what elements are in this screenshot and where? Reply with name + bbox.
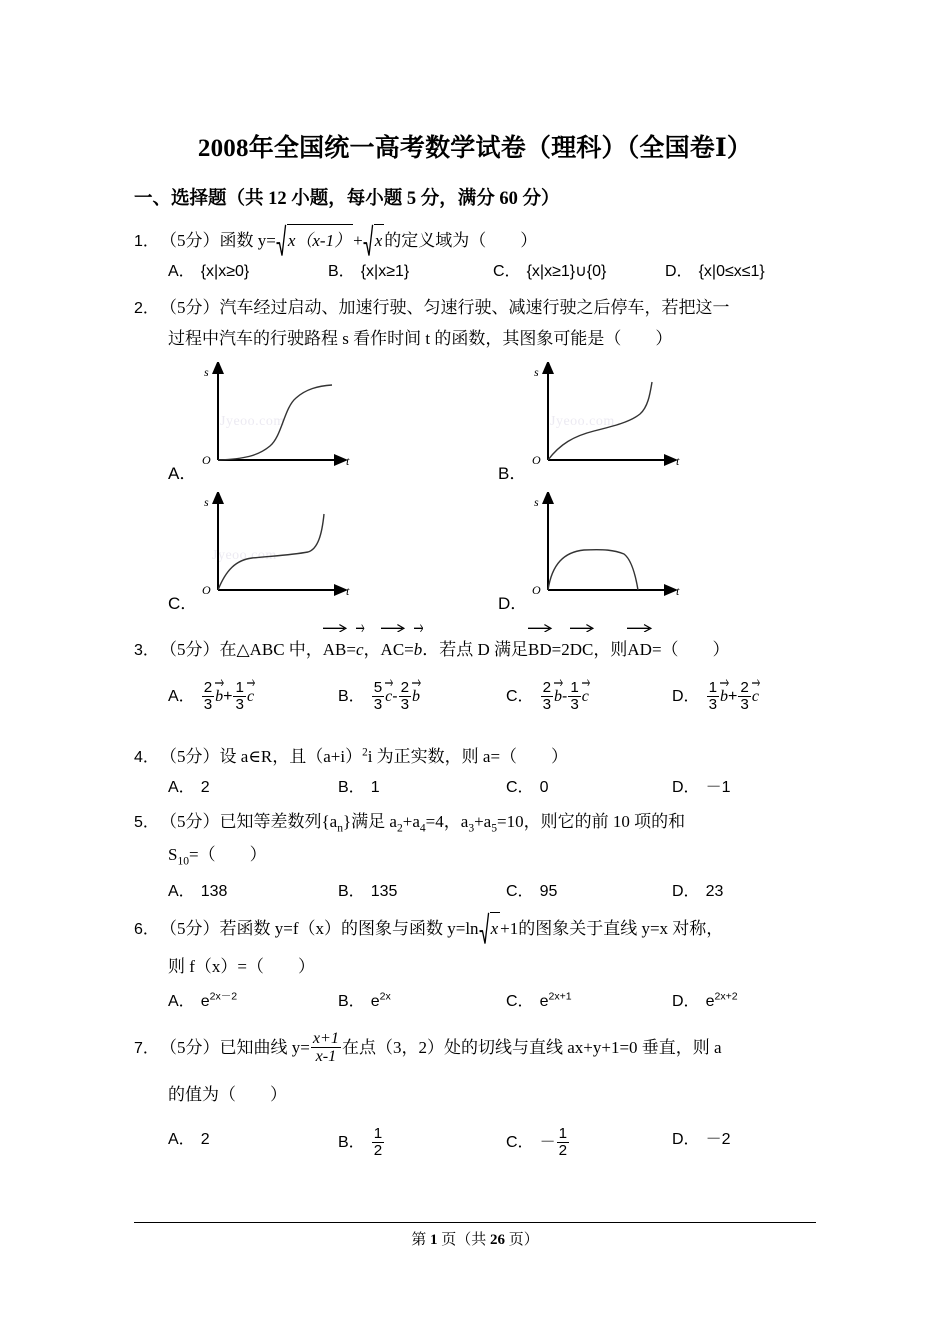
figure-option-b[interactable] xyxy=(490,360,850,490)
question-3-stem-a: 在△ABC 中， xyxy=(219,640,323,659)
svg-text:t: t xyxy=(676,584,680,598)
vector-ab: AB xyxy=(323,634,347,666)
question-1 xyxy=(134,224,834,258)
svg-text:s: s xyxy=(534,495,539,509)
vector-arrow-icon xyxy=(752,678,760,686)
vector-symbol: b xyxy=(720,688,728,706)
vector-arrow-icon xyxy=(627,623,653,632)
fraction: $\frac{2}{3}$ xyxy=(740,679,749,714)
option-4-d[interactable]: D． －1 xyxy=(672,779,731,796)
watermark: Jyeoo.com xyxy=(220,414,285,429)
question-7: 7．（5分）已知曲线 y= $\frac{x+1}{x-1}$ 在点（3，2）处的切线与直线 ax+y+1=0 垂直，则 a xyxy=(134,1030,722,1066)
vector-arrow-icon xyxy=(356,623,365,632)
figure-b-label: B． xyxy=(498,464,527,483)
svg-text:s: s xyxy=(204,495,209,509)
figure-b-graph xyxy=(526,362,726,482)
option-1-b[interactable]: B． {x|x≥1} xyxy=(328,263,410,280)
question-3-score: （5分） xyxy=(160,640,220,659)
figure-c-label: C． xyxy=(168,594,198,613)
option-6-b[interactable]: B． $e^{2x}$ xyxy=(338,990,391,1010)
question-7-score: （5分） xyxy=(160,1037,220,1057)
question-4-stem-post: i 为正实数，则 a=（ ） xyxy=(367,746,569,766)
fraction: $\frac{5}{3}$ xyxy=(373,679,383,714)
question-6: 6．（5分）若函数 y=f（x）的图象与函数 y=ln x +1的图象关于直线 y=x 对称， xyxy=(134,912,834,946)
page-footer: 第 1 页（共 26 页） xyxy=(411,1232,539,1248)
option-5-c[interactable]: C． 95 xyxy=(506,883,558,900)
vector-arrow-icon xyxy=(381,623,406,632)
vector-arrow-icon xyxy=(528,623,553,632)
question-2-figure-row-1 xyxy=(0,360,950,490)
figure-option-c[interactable] xyxy=(160,490,520,620)
fraction: $\frac{1}{2}$ xyxy=(373,1125,383,1160)
vector-arrow-icon xyxy=(570,623,595,632)
question-2-score: （5分） xyxy=(160,298,220,317)
question-6-score: （5分） xyxy=(160,919,220,938)
svg-text:t: t xyxy=(676,454,680,468)
question-7-number: 7． xyxy=(134,1039,159,1057)
option-6-a[interactable]: A． $e^{2x-2}$ xyxy=(168,990,238,1010)
vector-ad: AD xyxy=(627,634,652,666)
question-7-line2: 的值为（ ） xyxy=(168,1085,287,1104)
section-heading: 一、选择题（共 12 小题，每小题 5 分，满分 60 分） xyxy=(134,189,560,209)
question-3: 3．（5分）在△ABC 中， AB= c， AC= b．若点 D 满足 BD=2 DC，则 AD=（ ） xyxy=(134,634,834,667)
watermark: Jyeoo.com xyxy=(550,414,615,429)
question-5: 5．（5分）已知等差数列$\{a_n\}$满足 $a_2+a_4=4$，$a_3+a_5=10$，则它的前 10 项的和 xyxy=(134,806,834,844)
option-3-b[interactable]: B． $\frac{5}{3}$ c- $\frac{2}{3}$ b xyxy=(338,679,421,714)
vector-symbol: c xyxy=(752,688,759,706)
question-2-line1: 汽车经过启动、加速行驶、匀速行驶、减速行驶之后停车，若把这一 xyxy=(219,298,730,317)
fraction: $\frac{1}{3}$ xyxy=(708,679,718,714)
option-3-c[interactable]: C． $\frac{2}{3}$ b- $\frac{1}{3}$ c xyxy=(506,679,589,714)
option-6-d[interactable]: D． $e^{2x+2}$ xyxy=(672,990,738,1010)
question-1-score: （5分） xyxy=(160,231,220,250)
vector-arrow-icon xyxy=(720,678,729,686)
question-3-number: 3． xyxy=(134,642,159,659)
option-5-a[interactable]: A． 138 xyxy=(168,883,228,900)
figure-a-label: A． xyxy=(168,464,197,483)
vector-c: c xyxy=(356,634,364,666)
question-2-line2: 过程中汽车的行驶路程 s 看作时间 t 的函数，其图象可能是（ ） xyxy=(168,329,673,348)
question-6-number: 6． xyxy=(134,921,159,938)
vector-arrow-icon xyxy=(582,678,590,686)
vector-dc: DC xyxy=(570,634,594,666)
svg-text:s: s xyxy=(534,365,539,379)
figure-d-graph xyxy=(526,492,726,612)
radicand-1: x（x-1） xyxy=(287,224,353,257)
figure-option-a[interactable] xyxy=(160,360,520,490)
question-5-number: 5． xyxy=(134,814,159,831)
option-7-b[interactable]: B． $\frac{1}{2}$ xyxy=(338,1125,383,1160)
question-2 xyxy=(134,292,834,325)
question-4-number: 4． xyxy=(134,748,159,766)
vector-arrow-icon xyxy=(323,623,348,632)
sqrt-group xyxy=(276,224,353,257)
option-7-c[interactable]: C． － $\frac{1}{2}$ xyxy=(506,1125,568,1160)
radical-sign-icon xyxy=(276,223,287,257)
question-4 xyxy=(134,736,834,774)
fraction: $\frac{2}{3}$ xyxy=(203,679,213,714)
svg-text:O: O xyxy=(532,453,541,467)
vector-symbol: c xyxy=(247,688,254,706)
plus-sign: + xyxy=(353,231,363,250)
svg-text:t: t xyxy=(346,584,350,598)
question-1-number: 1． xyxy=(134,233,159,250)
question-5-line2: $S_{10}=$（ ） xyxy=(168,845,267,868)
fraction: $\frac{1}{2}$ xyxy=(558,1125,568,1160)
watermark: Jyeoo.com xyxy=(212,548,277,563)
question-2-number: 2． xyxy=(134,300,159,317)
option-4-a[interactable]: A． 2 xyxy=(168,779,210,796)
sqrt-group-2 xyxy=(363,224,385,257)
footer-divider xyxy=(134,1222,816,1223)
fraction: $\frac{x+1}{x-1}$ xyxy=(312,1030,339,1066)
svg-text:s: s xyxy=(204,365,209,379)
option-7-d[interactable]: D． －2 xyxy=(672,1131,731,1148)
radical-sign-icon xyxy=(363,223,374,257)
vector-symbol: b xyxy=(412,688,420,706)
vector-ac: AC xyxy=(381,634,405,666)
option-7-a[interactable]: A． 2 xyxy=(168,1131,210,1148)
question-4-stem-pre: 设 a∈R，且（a+i） xyxy=(219,746,363,766)
svg-text:O: O xyxy=(202,583,211,597)
option-1-d[interactable]: D． {x|0≤x≤1} xyxy=(665,263,765,280)
sqrt-group: x xyxy=(479,912,501,945)
option-1-c[interactable]: C． {x|x≥1}∪{0} xyxy=(493,263,607,280)
option-6-c[interactable]: C． $e^{2x+1}$ xyxy=(506,990,572,1010)
question-2-figure-row-2 xyxy=(0,490,950,620)
question-1-stem-post: 的定义域为（ ） xyxy=(384,231,538,250)
vector-symbol: b xyxy=(215,688,223,706)
option-4-c[interactable]: C． 0 xyxy=(506,779,549,796)
fraction: $\frac{1}{3}$ xyxy=(235,679,244,714)
vector-arrow-icon xyxy=(414,623,424,632)
question-1-stem-pre: 函数 y= xyxy=(219,231,276,250)
figure-a-graph xyxy=(196,362,396,482)
option-5-b[interactable]: B． 135 xyxy=(338,883,398,900)
fraction: $\frac{2}{3}$ xyxy=(400,679,410,714)
current-page-number: 1 xyxy=(429,1232,438,1248)
svg-text:t: t xyxy=(346,454,350,468)
vector-arrow-icon xyxy=(385,678,393,686)
option-1-a[interactable]: A． {x|x≥0} xyxy=(168,263,250,280)
vector-bd: BD xyxy=(528,634,552,666)
total-page-count: 26 xyxy=(490,1232,505,1248)
question-6-line2: 则 f（x）=（ ） xyxy=(168,957,315,976)
exponent: 2 xyxy=(362,746,368,758)
svg-text:O: O xyxy=(532,583,541,597)
svg-text:O: O xyxy=(202,453,211,467)
radicand-2: x xyxy=(374,224,385,257)
figure-c-graph xyxy=(196,492,396,612)
vector-arrow-icon xyxy=(412,678,421,686)
vector-symbol: c xyxy=(385,688,392,706)
fraction: $\frac{1}{3}$ xyxy=(570,679,579,714)
question-4-score: （5分） xyxy=(160,746,220,766)
option-5-d[interactable]: D． 23 xyxy=(672,883,724,900)
radical-sign-icon xyxy=(479,911,490,945)
figure-d-label: D． xyxy=(498,594,528,613)
vector-arrow-icon xyxy=(247,678,255,686)
vector-symbol: b xyxy=(554,688,562,706)
fraction: $\frac{2}{3}$ xyxy=(542,679,552,714)
option-4-b[interactable]: B． 1 xyxy=(338,779,380,796)
vector-arrow-icon xyxy=(215,678,224,686)
page-title: 2008年全国统一高考数学试卷（理科）（全国卷Ⅰ） xyxy=(197,135,753,162)
vector-symbol: c xyxy=(582,688,589,706)
option-3-d[interactable]: D． $\frac{1}{3}$ b+ $\frac{2}{3}$ c xyxy=(672,679,759,714)
option-3-a[interactable]: A． $\frac{2}{3}$ b+ $\frac{1}{3}$ c xyxy=(168,679,255,714)
vector-b: b xyxy=(414,634,423,666)
figure-option-d[interactable] xyxy=(490,490,850,620)
vector-arrow-icon xyxy=(554,678,563,686)
question-5-score: （5分） xyxy=(160,812,220,831)
